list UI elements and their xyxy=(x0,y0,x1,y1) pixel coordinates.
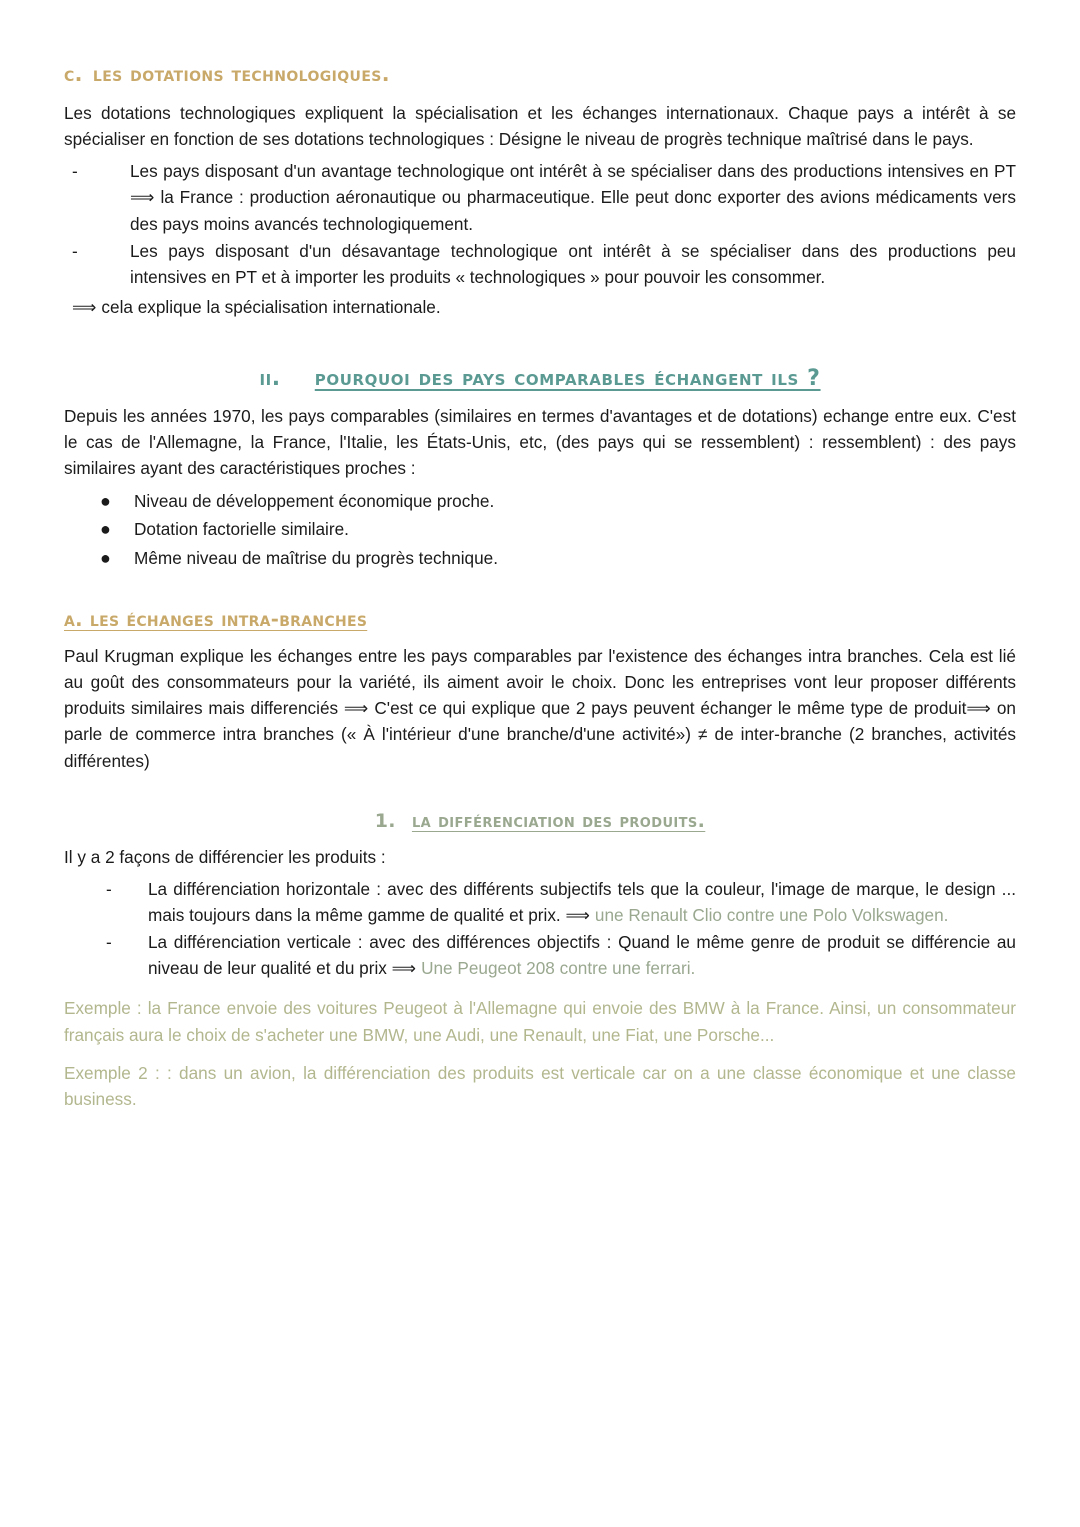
list-item xyxy=(64,929,1016,981)
list-item-text: Les pays disposant d'un avantage technologique ont intérêt à se spécialiser dans des productions intensives en PT ⟹ la France : production aéronautique ou pharmaceutique. Elle peut donc exporter des avions médicaments vers des pays moins avancés technologiquement. xyxy=(130,161,1016,234)
subsection-1-intro: Il y a 2 façons de différencier les produits : xyxy=(64,846,386,867)
list-item-text: Dotation factorielle similaire. xyxy=(134,519,349,540)
bullet-marker: ● xyxy=(100,519,111,540)
bullet-marker: ● xyxy=(100,490,111,511)
list-item-highlight: une Renault Clio contre une Polo Volkswagen. xyxy=(594,905,949,926)
list-item-text: Même niveau de maîtrise du progrès technique. xyxy=(134,548,499,569)
list-item-text: La différenciation verticale : avec des différences objectifs : Quand le même genre de produit se différencie au niveau de leur qualité et du prix ⟹ xyxy=(148,932,1016,979)
section-c-intro-paragraph: Les dotations technologiques expliquent la spécialisation et les échanges internationaux. Chaque pays a intérêt à se spécialiser en fonction de ses dotations technologiques : Désigne le niveau de progrès technique maîtrisé dans le pays. xyxy=(64,103,1016,150)
list-item-highlight: Une Peugeot 208 contre une ferrari. xyxy=(421,958,696,979)
list-item xyxy=(64,238,1016,290)
list-item xyxy=(64,545,1016,572)
bullet-marker: ● xyxy=(100,548,111,569)
heading-section-ii-number: ii. xyxy=(259,366,281,392)
list-item-text: Les pays disposant d'un désavantage technologique ont intérêt à se spécialiser dans des productions peu intensives en PT et à importer les produits « technologiques » pour pouvoir les consommer. xyxy=(130,240,1016,287)
heading-section-ii-title: pourquoi des pays comparables échangent ils ? xyxy=(314,366,821,392)
heading-subsection-1-title: la différenciation des produits. xyxy=(411,809,706,832)
section-c-conclusion: ⟹ cela explique la spécialisation internationale. xyxy=(72,296,441,317)
list-item xyxy=(64,158,1016,236)
heading-section-c-number: c. xyxy=(64,62,83,86)
list-item-text: La différenciation horizontale : avec des différents subjectifs tels que la couleur, l'image de marque, le design ... mais toujours dans la même gamme de qualité et prix. ⟹ xyxy=(148,878,1016,926)
example-paragraph-2: Exemple 2 : : dans un avion, la différenciation des produits est verticale car on a une classe économique et une classe business. xyxy=(64,1062,1016,1109)
heading-section-c-title: les dotations technologiques. xyxy=(92,62,390,86)
list-item xyxy=(64,488,1016,515)
heading-section-a: a. les échanges intra-branches xyxy=(64,608,368,632)
heading-section-c xyxy=(64,62,1016,86)
dash-marker: - xyxy=(106,878,112,899)
heading-subsection-1-number: 1. xyxy=(374,809,396,832)
section-c-dash-list xyxy=(64,158,1016,290)
dash-marker: - xyxy=(106,932,112,953)
heading-section-ii xyxy=(64,366,1016,391)
subsection-1-dash-list xyxy=(64,876,1016,982)
list-item xyxy=(64,516,1016,543)
dash-marker: - xyxy=(72,240,78,261)
example-paragraph-1: Exemple : la France envoie des voitures Peugeot à l'Allemagne qui envoie des BMW à la France. Ainsi, un consommateur français aura le choix de s'acheter une BMW, une Audi, une Renault, une Fiat, une Porsche... xyxy=(64,998,1016,1045)
section-ii-bullet-list xyxy=(64,488,1016,572)
dash-marker: - xyxy=(72,161,78,182)
list-item-text: Niveau de développement économique proche. xyxy=(134,490,495,511)
heading-subsection-1 xyxy=(64,810,1016,832)
list-item xyxy=(64,876,1016,928)
section-a-paragraph: Paul Krugman explique les échanges entre les pays comparables par l'existence des échanges intra branches. Cela est lié au goût des consommateurs pour la variété, ils aiment avoir le choix. Donc les entreprises vont leur proposer différents produits similaires mais differenciés ⟹ C'est ce qui explique que 2 pays peuvent échanger le même type de produit⟹ on parle de commerce intra branches (« À l'intérieur d'une branche/d'une activité») ≠ de inter-branche (2 branches, activités différentes) xyxy=(64,646,1016,771)
section-ii-intro-paragraph: Depuis les années 1970, les pays comparables (similaires en termes d'avantages et de dotations) echange entre eux. C'est le cas de l'Allemagne, la France, l'Italie, les États-Unis, etc, (des pays qui se ressemblent) : ressemblent) : des pays similaires ayant des caractéristiques proches : xyxy=(64,406,1016,479)
